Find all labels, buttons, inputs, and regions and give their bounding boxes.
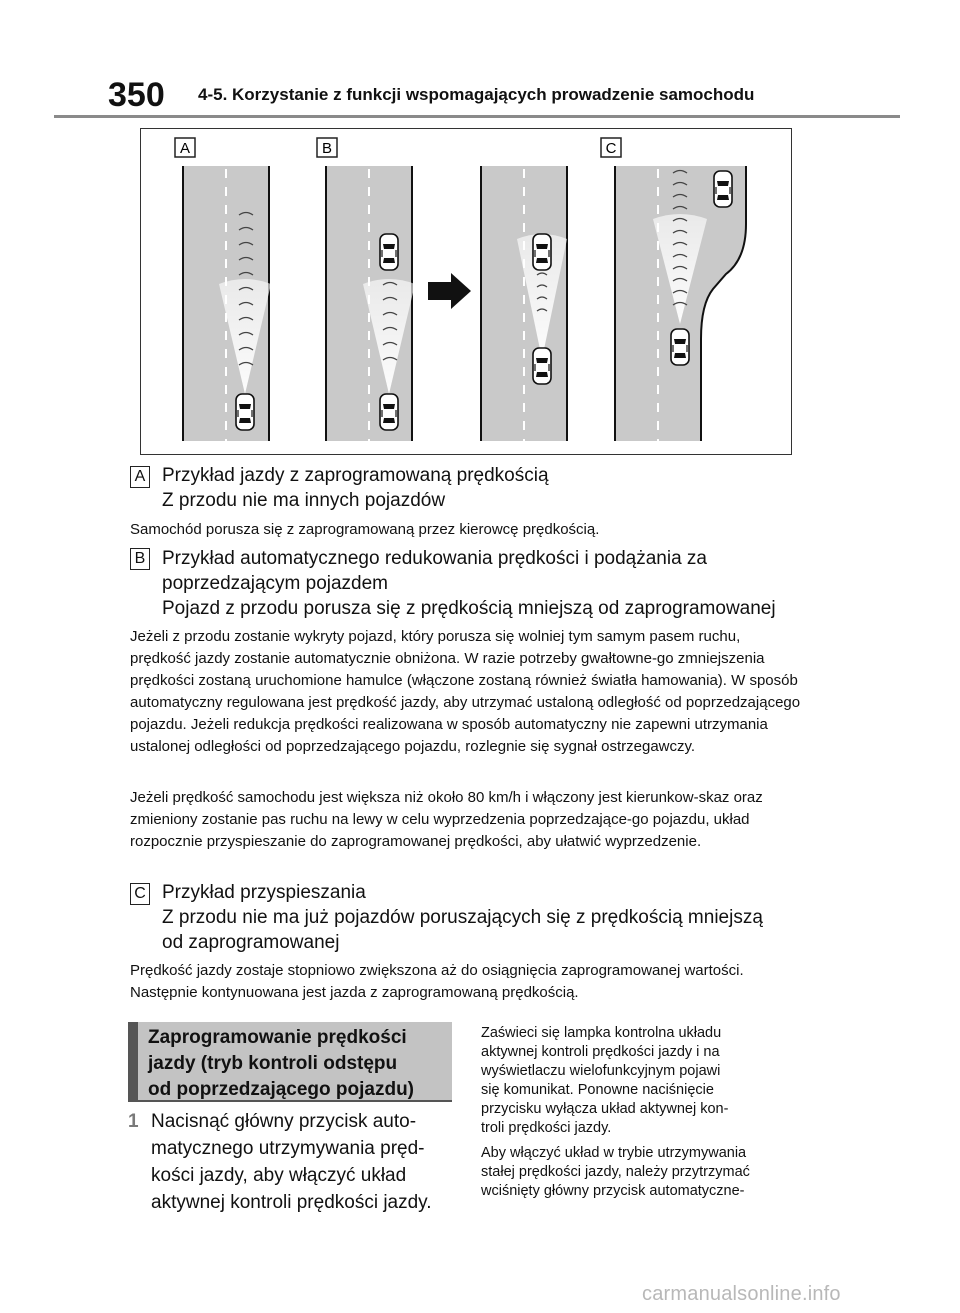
own-car-a	[236, 394, 254, 430]
road-a	[183, 166, 271, 441]
step-instruction	[151, 1108, 451, 1216]
right-p1-line2: aktywnej kontroli prędkości jazdy i na	[481, 1044, 720, 1060]
example-b-title	[162, 546, 776, 621]
example-c-description: Prędkość jazdy zostaje stopniowo zwiększona aż do osiągnięcia zaprogramowanej wartości. Następnie kontynuowana jest jazda z zaprogramowaną prędkością.	[130, 962, 744, 1001]
example-b-label: B	[130, 548, 150, 570]
example-a-title-line2: Z przodu nie ma innych pojazdów	[162, 490, 446, 511]
preceding-car-b	[380, 234, 398, 270]
page-number: 350	[108, 76, 165, 114]
section-title: 4-5. Korzystanie z funkcji wspomagających prowadzenie samochodu	[198, 85, 755, 104]
right-column-paragraph-2	[481, 1144, 811, 1201]
right-p2-line2: stałej prędkości jazdy, należy przytrzymać	[481, 1164, 750, 1180]
subsection-title-line2: jazdy (tryb kontroli odstępu	[148, 1053, 398, 1074]
acc-illustration	[140, 128, 792, 455]
watermark: carmanualsonline.info	[642, 1283, 841, 1305]
example-b-paragraph-2: Jeżeli prędkość samochodu jest większa niż około 80 km/h i włączony jest kierunkow-skaz oraz zmieniony zostanie pas ruchu na lewy w celu wyprzedzenia poprzedzające-go pojazdu, układ rozpocznie przyspieszanie do zaprogramowanej prędkości, aby ułatwić wyprzedzenie.	[130, 789, 763, 850]
header-rule	[54, 115, 900, 118]
own-car-c	[671, 329, 689, 365]
panel-label-a	[175, 138, 195, 157]
example-b-title-line3: Pojazd z przodu porusza się z prędkością mniejszą od zaprogramowanej	[162, 598, 776, 619]
right-p1-line5: przycisku wyłącza układ aktywnej kon-	[481, 1101, 729, 1117]
panel-label-b-text: B	[321, 140, 333, 157]
right-p2-line1: Aby włączyć układ w trybie utrzymywania	[481, 1145, 747, 1161]
own-car-b	[380, 394, 398, 430]
panel-label-c	[601, 138, 621, 157]
road-b2	[481, 166, 567, 441]
right-p1-line6: troli prędkości jazdy.	[481, 1120, 612, 1136]
road-b	[326, 166, 415, 441]
right-p2-line3: wciśnięty główny przycisk automatyczne-	[481, 1183, 745, 1199]
step-line1: Nacisnąć główny przycisk auto-	[151, 1111, 417, 1132]
example-c-title-line2: Z przodu nie ma już pojazdów poruszających się z prędkością mniejszą	[162, 907, 763, 928]
right-column-paragraph-1	[481, 1024, 811, 1138]
example-b-title-line2: poprzedzającym pojazdem	[162, 573, 389, 594]
example-a-title-line1: Przykład jazdy z zaprogramowaną prędkością	[162, 465, 549, 486]
subsection-rule	[128, 1100, 452, 1102]
example-c-title-line3: od zaprogramowanej	[162, 932, 340, 953]
road-diagram	[141, 129, 791, 454]
step-line2: matycznego utrzymywania pręd-	[151, 1138, 425, 1159]
subsection-title-line3: od poprzedzającego pojazdu)	[148, 1079, 415, 1100]
subsection-title-line1: Zaprogramowanie prędkości	[148, 1027, 407, 1048]
example-c-label: C	[130, 883, 150, 905]
panel-label-a-text: A	[179, 140, 191, 157]
example-b-title-line1: Przykład automatycznego redukowania prędkości i podążania za	[162, 548, 707, 569]
right-p1-line3: wyświetlaczu wielofunkcyjnym pojawi	[481, 1063, 721, 1079]
step-number: 1	[128, 1111, 139, 1132]
example-b-paragraph-1: Jeżeli z przodu zostanie wykryty pojazd, który porusza się wolniej tym samym pasem ruchu, prędkość jazdy zostanie automatycznie obniżona. W razie potrzeby gwałtowne-go zmniejszenia prędkości zostaną uruchomione hamulce (włączone zostaną również światła hamowania). W sposób automatyczny regulowana jest prędkość jazdy, aby utrzymać ustaloną odległość od poprzedzającego pojazdu. Jeżeli redukcja prędkości realizowana w sposób automatyczny nie zapewni utrzymania ustalonej odległości od poprzedzającego pojazdu, rozlegnie się sygnał ostrzegawczy.	[130, 628, 801, 755]
subsection-heading-box	[128, 1022, 452, 1102]
step-line4: aktywnej kontroli prędkości jazdy.	[151, 1192, 432, 1213]
example-a-label: A	[130, 466, 150, 488]
example-a-description: Samochód porusza się z zaprogramowaną przez kierowcę prędkością.	[130, 521, 600, 538]
step-line3: kości jazdy, aby włączyć układ	[151, 1165, 407, 1186]
panel-label-c-text: C	[605, 140, 617, 157]
road-c	[615, 166, 746, 441]
example-c-title	[162, 880, 763, 955]
example-a-title	[162, 463, 549, 513]
overtaken-car-c	[714, 171, 732, 207]
preceding-car-b2	[533, 234, 551, 270]
right-p1-line4: się komunikat. Ponowne naciśnięcie	[481, 1082, 714, 1098]
panel-label-b	[317, 138, 337, 157]
example-c-title-line1: Przykład przyspieszania	[162, 882, 366, 903]
right-p1-line1: Zaświeci się lampka kontrolna układu	[481, 1025, 722, 1041]
own-car-b2	[533, 348, 551, 384]
transition-arrow	[428, 273, 471, 309]
